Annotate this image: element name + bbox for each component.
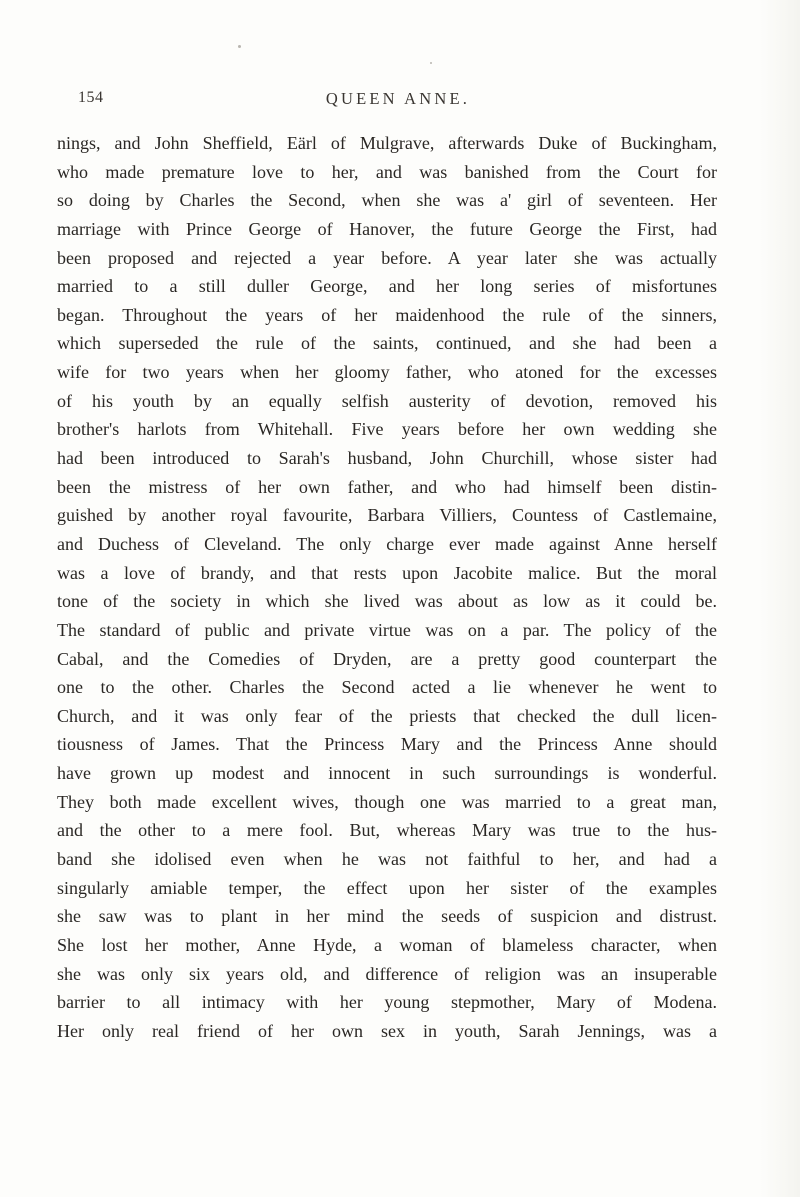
text-line: been proposed and rejected a year before. A year later she was actually xyxy=(57,247,717,268)
text-line: marriage with Prince George of Hanover, the future George the First, had xyxy=(57,218,717,239)
ink-speck xyxy=(238,45,241,48)
text-line: was a love of brandy, and that rests upon Jacobite malice. But the moral xyxy=(57,562,717,583)
text-line: brother's harlots from Whitehall. Five years before her own wedding she xyxy=(57,419,717,440)
text-line: singularly amiable temper, the effect upon her sister of the examples xyxy=(57,877,717,898)
page-edge-shadow xyxy=(760,0,800,1197)
body-text xyxy=(57,129,717,1046)
page-header xyxy=(78,89,718,113)
running-head: QUEEN ANNE. xyxy=(325,89,471,108)
text-line: She lost her mother, Anne Hyde, a woman of blameless character, when xyxy=(57,934,717,955)
text-line: she was only six years old, and difference of religion was an insuperable xyxy=(57,963,717,984)
text-line: and the other to a mere fool. But, whereas Mary was true to the hus- xyxy=(57,820,717,841)
text-line: and Duchess of Cleveland. The only charge ever made against Anne herself xyxy=(57,533,717,554)
text-line: of his youth by an equally selfish austerity of devotion, removed his xyxy=(57,390,717,411)
text-line: band she idolised even when he was not faithful to her, and had a xyxy=(57,849,717,870)
text-line: tiousness of James. That the Princess Mary and the Princess Anne should xyxy=(57,734,717,755)
text-line: nings, and John Sheffield, Eärl of Mulgrave, afterwards Duke of Buckingham, xyxy=(57,133,717,153)
ink-speck xyxy=(430,62,432,64)
page-number: 154 xyxy=(78,89,104,106)
text-line: The standard of public and private virtue was on a par. The policy of the xyxy=(57,619,717,640)
text-line: have grown up modest and innocent in such surroundings is wonderful. xyxy=(57,763,717,784)
text-line: They both made excellent wives, though one was married to a great man, xyxy=(57,791,717,812)
text-line: which superseded the rule of the saints, continued, and she had been a xyxy=(57,333,717,354)
text-line: wife for two years when her gloomy father, who atoned for the excesses xyxy=(57,362,717,383)
text-line: Church, and it was only fear of the priests that checked the dull licen- xyxy=(57,705,717,726)
text-line: Her only real friend of her own sex in youth, Sarah Jennings, was a xyxy=(57,1020,717,1041)
text-line: began. Throughout the years of her maidenhood the rule of the sinners, xyxy=(57,304,717,325)
text-line: she saw was to plant in her mind the seeds of suspicion and distrust. xyxy=(57,906,717,927)
text-line: guished by another royal favourite, Barbara Villiers, Countess of Castlemaine, xyxy=(57,505,717,526)
text-line: tone of the society in which she lived was about as low as it could be. xyxy=(57,591,717,612)
text-line: had been introduced to Sarah's husband, John Churchill, whose sister had xyxy=(57,448,717,469)
text-line: one to the other. Charles the Second acted a lie whenever he went to xyxy=(57,677,717,698)
text-line: been the mistress of her own father, and who had himself been distin- xyxy=(57,476,717,497)
text-line: Cabal, and the Comedies of Dryden, are a pretty good counterpart the xyxy=(57,648,717,669)
text-line: so doing by Charles the Second, when she was a' girl of seventeen. Her xyxy=(57,190,717,211)
text-line: married to a still duller George, and her long series of misfortunes xyxy=(57,276,717,297)
text-line: who made premature love to her, and was banished from the Court for xyxy=(57,161,717,182)
text-line: barrier to all intimacy with her young stepmother, Mary of Modena. xyxy=(57,992,717,1013)
